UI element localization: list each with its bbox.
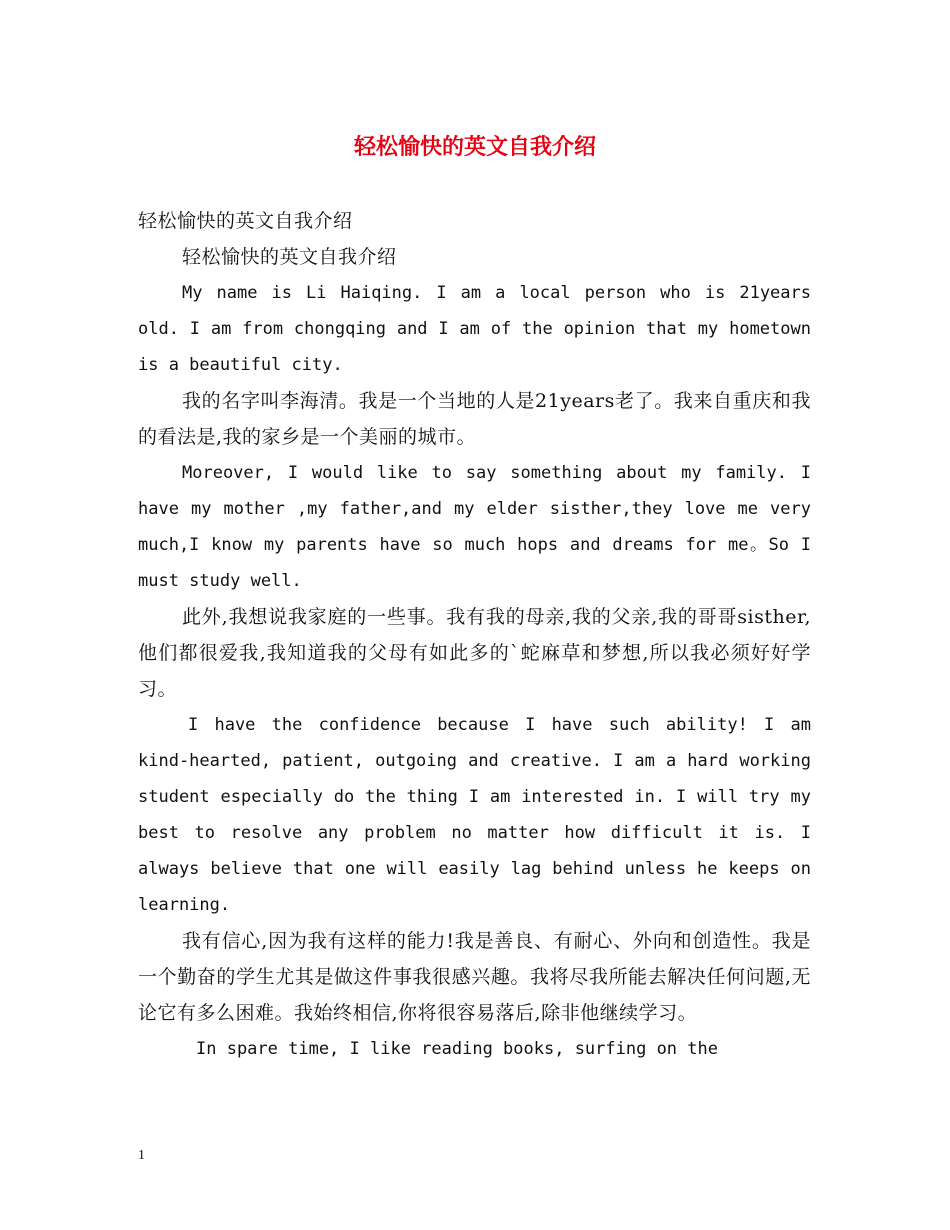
paragraph-en-confidence: I have the confidence because I have such ability! I am kind-hearted, patient, outgoing and creative. I am a hard working student especially do the thing I am interested in. I will try my best to resolve any problem no matter how difficult it is. I always believe that one will easily lag behind unless he keeps on learning. — [138, 715, 811, 915]
document-title: 轻松愉快的英文自我介绍 — [353, 134, 596, 160]
paragraph-zh-name: 我的名字叫李海清。我是一个当地的人是21years老了。我来自重庆和我的看法是,我的家乡是一个美丽的城市。 — [138, 390, 811, 448]
paragraph-en-family: Moreover, I would like to say something about my family. I have my mother ,my father,and my elder sisther,they love me very much,I know my parents have so much hops and dreams for me。So I must study well. — [138, 463, 811, 591]
page-number: 1 — [138, 1148, 145, 1163]
document-body — [138, 203, 811, 1067]
paragraph-heading: 轻松愉快的英文自我介绍 — [138, 210, 353, 232]
paragraph-en-spare-time: In spare time, I like reading books, surfing on the — [196, 1039, 718, 1059]
paragraph-en-name: My name is Li Haiqing. I am a local person who is 21years old. I am from chongqing and I am of the opinion that my hometown is a beautiful city. — [138, 283, 811, 375]
paragraph-zh-confidence: 我有信心,因为我有这样的能力!我是善良、有耐心、外向和创造性。我是一个勤奋的学生尤其是做这件事我很感兴趣。我将尽我所能去解决任何问题,无论它有多么困难。我始终相信,你将很容易落后,除非他继续学习。 — [138, 930, 811, 1024]
paragraph-subheading: 轻松愉快的英文自我介绍 — [182, 246, 397, 268]
paragraph-zh-family: 此外,我想说我家庭的一些事。我有我的母亲,我的父亲,我的哥哥sisther,他们都很爱我,我知道我的父母有如此多的`蛇麻草和梦想,所以我必须好好学习。 — [138, 606, 811, 700]
